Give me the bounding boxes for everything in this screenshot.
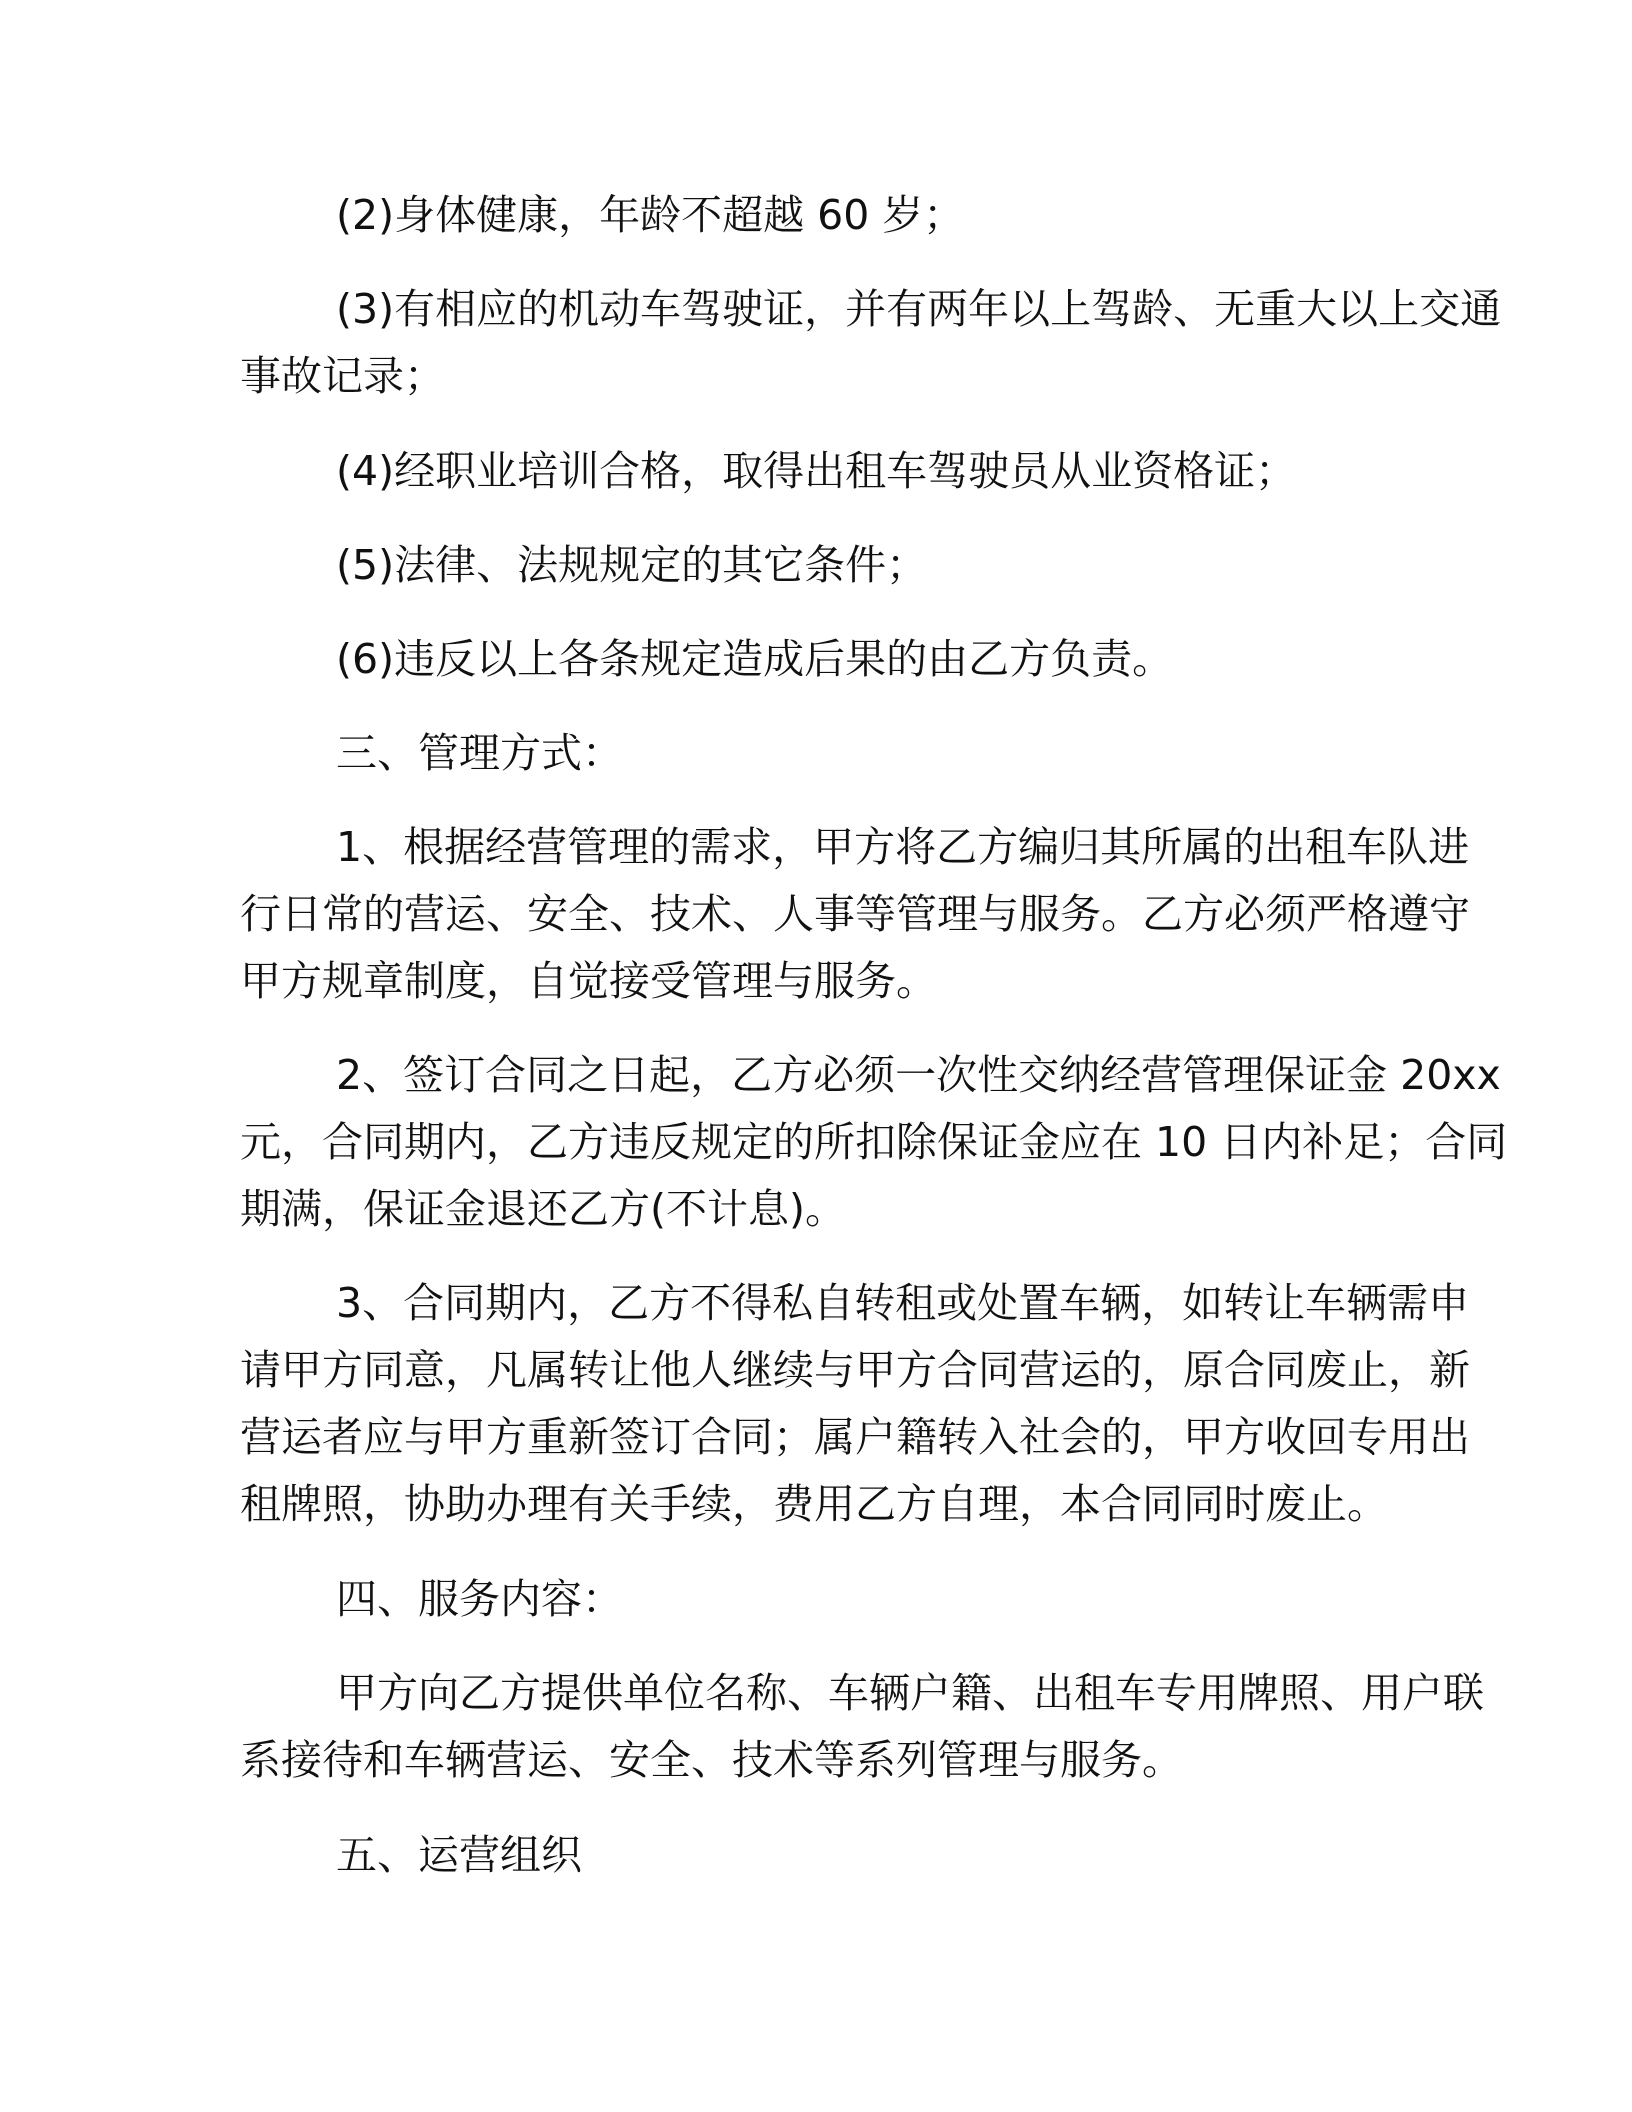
text-line: 租牌照，协助办理有关手续，费用乙方自理，本合同同时废止。 <box>240 1480 1388 1528</box>
section-heading-operations <box>240 1822 1390 1889</box>
text-line: (4)经职业培训合格，取得出租车驾驶员从业资格证； <box>336 447 1297 495</box>
paragraph-management-2 <box>240 1042 1508 1243</box>
section-heading-management <box>240 720 1390 787</box>
text-line: 三、管理方式： <box>336 729 623 777</box>
text-line: 甲方向乙方提供单位名称、车辆户籍、出租车专用牌照、用户联 <box>336 1669 1484 1717</box>
paragraph-condition-3 <box>240 276 1502 410</box>
paragraph-services <box>240 1660 1484 1794</box>
paragraph-management-1 <box>240 814 1470 1015</box>
text-line: 行日常的营运、安全、技术、人事等管理与服务。乙方必须严格遵守 <box>240 890 1470 938</box>
text-line: 期满，保证金退还乙方(不计息)。 <box>240 1185 846 1233</box>
paragraph-condition-5 <box>240 532 1390 599</box>
paragraph-condition-4 <box>240 438 1390 505</box>
text-line: 事故记录； <box>240 352 445 400</box>
section-heading-services <box>240 1566 1390 1633</box>
text-line: 营运者应与甲方重新签订合同；属户籍转入社会的，甲方收回专用出 <box>240 1413 1470 1461</box>
text-line: 请甲方同意，凡属转让他人继续与甲方合同营运的，原合同废止，新 <box>240 1346 1470 1394</box>
paragraph-condition-2 <box>240 182 1390 249</box>
text-line: 3、合同期内，乙方不得私自转租或处置车辆，如转让车辆需申 <box>336 1279 1470 1327</box>
paragraph-condition-6 <box>240 626 1390 693</box>
text-line: (5)法律、法规规定的其它条件； <box>336 541 928 589</box>
paragraph-management-3 <box>240 1270 1470 1538</box>
text-line: 四、服务内容： <box>336 1575 623 1623</box>
text-line: 甲方规章制度，自觉接受管理与服务。 <box>240 957 937 1005</box>
text-line: (2)身体健康，年龄不超越 60 岁； <box>336 191 965 239</box>
text-line: 五、运营组织 <box>336 1831 582 1879</box>
text-line: 元，合同期内，乙方违反规定的所扣除保证金应在 10 日内补足；合同 <box>240 1118 1508 1166</box>
text-line: 1、根据经营管理的需求，甲方将乙方编归其所属的出租车队进 <box>336 823 1470 871</box>
text-line: 系接待和车辆营运、安全、技术等系列管理与服务。 <box>240 1736 1183 1784</box>
text-line: (3)有相应的机动车驾驶证，并有两年以上驾龄、无重大以上交通 <box>336 285 1502 333</box>
text-line: 2、签订合同之日起，乙方必须一次性交纳经营管理保证金 20xx <box>336 1051 1501 1099</box>
text-line: (6)违反以上各条规定造成后果的由乙方负责。 <box>336 635 1174 683</box>
